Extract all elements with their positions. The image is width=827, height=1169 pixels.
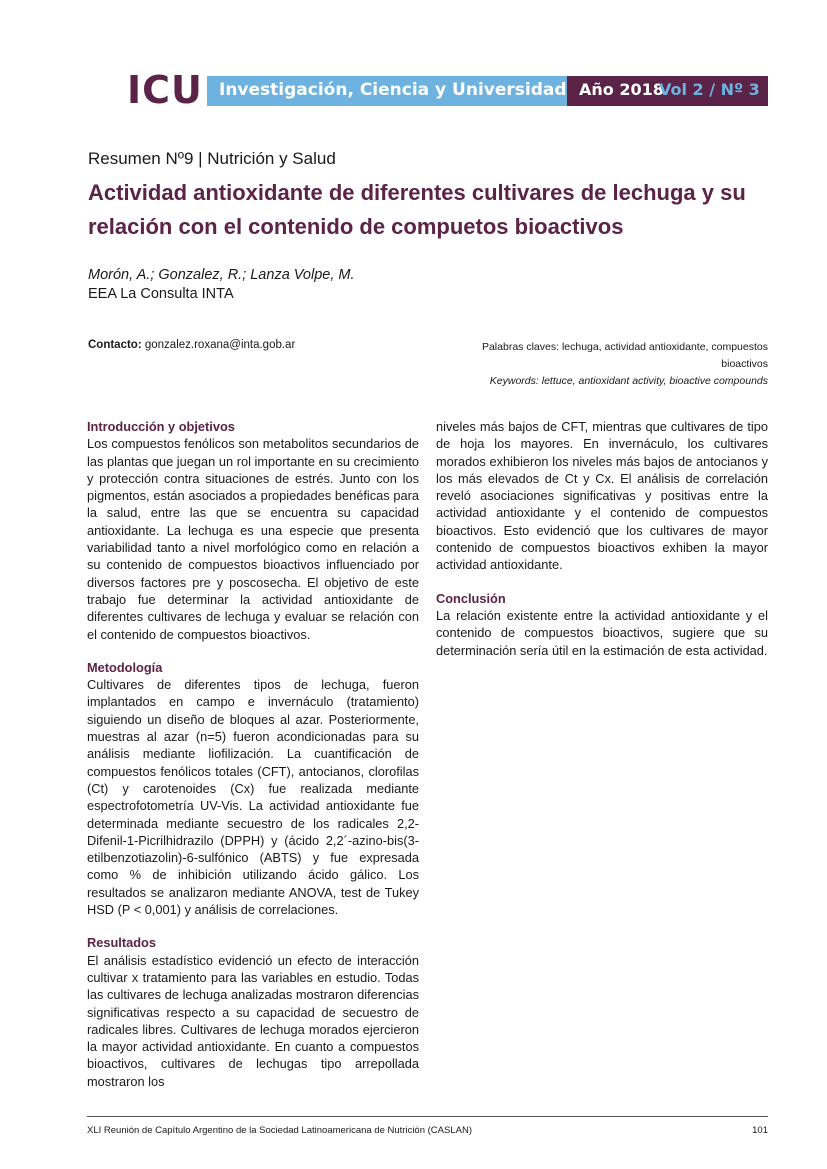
page-number: 101 <box>752 1125 768 1136</box>
journal-logo: ICU <box>127 68 203 112</box>
issue-year: Año 2018 <box>579 80 664 99</box>
journal-name: Investigación, Ciencia y Universidad <box>219 80 567 100</box>
article-title: Actividad antioxidante de diferentes cultivares de lechuga y su relación con el contenido de compuetos bioactivos <box>88 180 746 239</box>
section-label: Resumen Nº9 | Nutrición y Salud <box>88 149 336 168</box>
keywords-block <box>440 339 768 390</box>
contact-label: Contacto: <box>88 339 142 351</box>
results-text-left: El análisis estadístico evidenció un efecto de interacción cultivar x tratamiento para las variables en estudio. Todas las cultivares de lechuga analizadas mostraron diferencias significativas respecto a su capacidad de secuestro de radicales libres. Cultivares de lechuga morados ejercieron la mayor actividad antioxidante. En cuanto a compuestos bioactivos, cultivares de lechugas tipo arrepollada mostraron los <box>87 952 419 1089</box>
intro-heading: Introducción y objetivos <box>87 419 235 434</box>
results-heading: Resultados <box>87 935 156 951</box>
keywords-es-label: Palabras claves: <box>481 341 560 353</box>
keywords-en-label: Keywords: <box>489 375 539 387</box>
intro-text: Los compuestos fenólicos son metabolitos secundarios de las plantas que juegan un rol importante en su crecimiento y protección contra situaciones de estrés. Junto con los pigmentos, están asociados a propiedades benéficas para la salud, entre las que se encuentra su capacidad antioxidante. La lechuga es una especie que presenta variabilidad tanto a nivel morfológico como en relación a su contenido de compuestos bioactivos influenciado por diversos factores pre y poscosecha. El objetivo de este trabajo fue determinar la actividad antioxidante de diferentes cultivares de lechuga y evaluar se relación con el contenido de compuestos bioactivos. <box>87 436 419 642</box>
keywords-es <box>440 339 768 373</box>
keywords-es-values: lechuga, actividad antioxidante, compuestos bioactivos <box>561 341 768 370</box>
keywords-en <box>440 373 768 390</box>
left-column <box>87 418 419 1106</box>
methods-text: Cultivares de diferentes tipos de lechuga, fueron implantados en campo e invernáculo (tratamiento) siguiendo un diseño de bloques al azar. Posteriormente, muestras al azar (n=5) fueron acondicionadas para su análisis mediante liofilización. La cuantificación de compuestos fenólicos totales (CFT), antocianos, clorofilas (Ct) y carotenoides (Cx) fue realizada mediante espectrofotometría UV-Vis. La actividad antioxidante fue determinada mediante secuestro de los radicales 2,2-Difenil-1-Picrilhidrazilo (DPPH) y (ácido 2,2´-azino-bis(3-etilbenzotiazolin)-6-sulfónico (ABTS) y fue expresada como % de inhibición utilizando ácido gálico. Los resultados se analizaron mediante ANOVA, test de Tukey HSD (P < 0,001) y análisis de correlaciones. <box>87 677 419 918</box>
footer-text: XLI Reunión de Capítulo Argentino de la Sociedad Latinoamericana de Nutrición (CASLAN) <box>87 1125 472 1136</box>
keywords-en-values: lettuce, antioxidant activity, bioactive compounds <box>541 375 768 387</box>
issue-volume: Vol 2 / Nº 3 <box>659 80 760 99</box>
conclusion-text: La relación existente entre la actividad antioxidante y el contenido de compuestos bioactivos, sugiere que su determinación sería útil en la estimación de esta actividad. <box>436 607 768 658</box>
issue-band <box>567 76 768 106</box>
conclusion-heading: Conclusión <box>436 590 506 606</box>
methods-heading: Metodología <box>87 659 163 675</box>
affiliation: EEA La Consulta INTA <box>88 286 234 302</box>
footer-divider <box>87 1116 768 1117</box>
authors: Morón, A.; Gonzalez, R.; Lanza Volpe, M. <box>88 267 355 283</box>
results-text-right: niveles más bajos de CFT, mientras que cultivares de tipo de hoja los mayores. En invernáculo, los cultivares morados exhibieron los niveles más bajos de antocianos y los más elevados de Ct y Cx. El análisis de correlación reveló asociaciones significativas y positivas entre la actividad antioxidante y el contenido de compuestos bioactivos. Esto evidenció que los cultivares de mayor contenido de compuestos bioactivos exhiben la mayor actividad antioxidante. <box>436 419 768 573</box>
contact-email[interactable]: gonzalez.roxana@inta.gob.ar <box>144 339 296 351</box>
journal-name-band <box>207 76 570 106</box>
right-column <box>436 418 768 675</box>
contact <box>88 339 295 351</box>
